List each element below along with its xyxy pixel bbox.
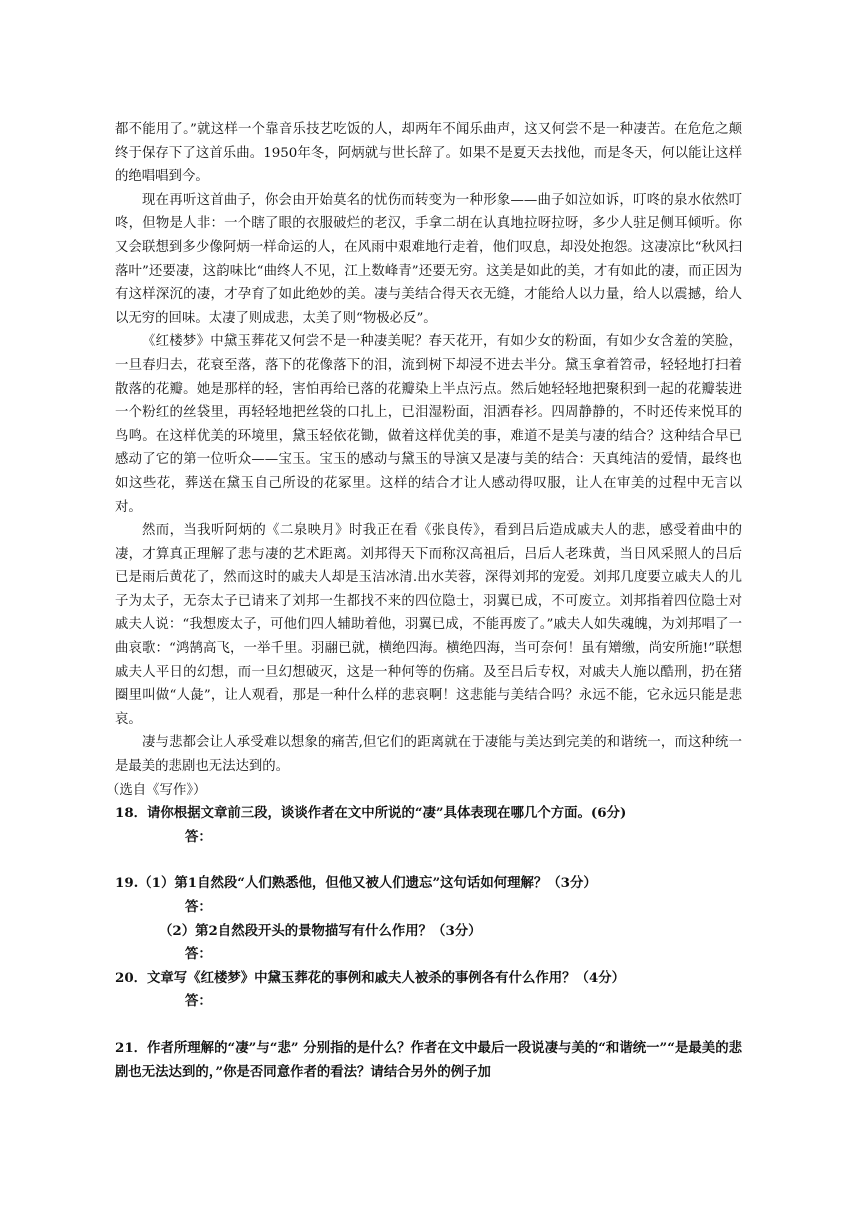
paragraph-1: 都不能用了。”就这样一个靠音乐技艺吃饭的人，却两年不闻乐曲声，这又何尝不是一种凄苦。在危危之颠终于保存下了这首乐曲。1950年冬，阿炳就与世长辞了。如果不是夏天去找他，而是冬天，何以能让这样的绝唱唱到今。 bbox=[115, 122, 742, 185]
paragraph-4: 然而，当我听阿炳的《二泉映月》时我正在看《张良传》，看到吕后造成戚夫人的悲，感受着曲中的凄，才算真正理解了悲与凄的艺术距离。刘邦得天下而称汉高祖后，吕后人老珠黄，当日风采照人的吕后已是雨后黄花了，然而这时的戚夫人却是玉洁冰清.出水芙蓉，深得刘邦的宠爱。刘邦几度要立戚夫人的儿子为太子，无奈太子已请来了刘邦一生都找不来的四位隐士，羽翼已成，不可废立。刘邦指着四位隐士对戚夫人说：“我想废太子，可他们四人辅助着他，羽翼已成，不能再废了。”戚夫人如失魂魄，为刘邦唱了一曲哀歌：“鸿鹄高飞，一举千里。羽翮已就，横绝四海。横绝四海，当可奈何！虽有矰缴，尚安所施!”联想戚夫人平日的幻想，而一旦幻想破灭，这是一种何等的伤痛。及至吕后专权，对戚夫人施以酷刑，扔在猪圈里叫做“人彘”，让人观看，那是一种什么样的悲哀啊！这悲能与美结合吗？永远不能，它永远只能是悲哀。 bbox=[115, 523, 742, 727]
question-21: 21．作者所理解的“凄”与“悲” 分别指的是什么？作者在文中最后一段说凄与美的“和谐统一”“是最美的悲剧也无法达到的，”你是否同意作者的看法？请结合另外的例子加 bbox=[115, 1039, 742, 1080]
question-20: 20．文章写《红楼梦》中黛玉葬花的事例和戚夫人被杀的事例各有什么作用？（4分） bbox=[115, 969, 626, 986]
answer-label-19-1: 答： bbox=[185, 899, 212, 915]
answer-label-19-2: 答： bbox=[185, 946, 212, 963]
document-page bbox=[106, 118, 742, 1084]
question-18: 18．请你根据文章前三段，谈谈作者在文中所说的“凄”具体表现在哪几个方面。(6分) bbox=[115, 805, 627, 822]
question-19-2: （2）第2自然段开头的景物描写有什么作用？（3分） bbox=[159, 922, 482, 939]
paragraph-5: 凄与悲都会让人承受难以想象的痛苦,但它们的距离就在于凄能与美达到完美的和谐统一，而这种统一是最美的悲剧也无法达到的。 bbox=[115, 735, 742, 775]
paragraph-2: 现在再听这首曲子，你会由开始莫名的忧伤而转变为一种形象——曲子如泣如诉，叮咚的泉水依然叮咚，但物是人非：一个瞎了眼的衣服破烂的老汉，手拿二胡在认真地拉呀拉呀，多少人驻足侧耳倾听。你又会联想到多少像阿炳一样命运的人，在风雨中艰难地行走着，他们叹息，却没处抱怨。这凄凉比“秋风扫落叶”还要凄，这韵味比“曲终人不见，江上数峰青”还要无穷。这美是如此的美，才有如此的凄，而正因为有这样深沉的凄，才孕育了如此绝妙的美。凄与美结合得天衣无缝，才能给人以力量，给人以震撼，给人以无穷的回味。太凄了则成悲，太美了则“物极必反”。 bbox=[115, 192, 742, 326]
source-note: （选自《写作》） bbox=[106, 782, 207, 798]
paragraph-3: 《红楼梦》中黛玉葬花又何尝不是一种凄美呢？春天花开，有如少女的粉面，有如少女含羞的笑脸，一旦春归去，花衰至落，落下的花像落下的泪，流到树下却浸不进去半分。黛玉拿着笤帚，轻轻地打扫着散落的花瓣。她是那样的轻，害怕再给已落的花瓣染上半点污点。然后她轻轻地把聚积到一起的花瓣装进一个粉红的丝袋里，再轻轻地把丝袋的口扎上，已泪湿粉面，泪洒春衫。四周静静的，不时还传来悦耳的鸟鸣。在这样优美的环境里，黛玉轻依花锄，做着这样优美的事，难道不是美与凄的结合？这种结合早已感动了它的第一位听众——宝玉。宝玉的感动与黛玉的导演又是凄与美的结合：天真纯洁的爱情，最终也如这些花，葬送在黛玉自己所设的花冢里。这样的结合才让人感动得叹服，让人在审美的过程中无言以对。 bbox=[115, 334, 742, 515]
answer-space-18[interactable] bbox=[115, 849, 742, 872]
answer-label-20: 答： bbox=[185, 993, 212, 1010]
answer-space-20[interactable] bbox=[115, 1014, 742, 1037]
question-19-1: 19.（1）第1自然段“人们熟悉他，但他又被人们遗忘”这句话如何理解？（3分） bbox=[115, 875, 597, 892]
answer-label-18: 答： bbox=[185, 828, 212, 845]
